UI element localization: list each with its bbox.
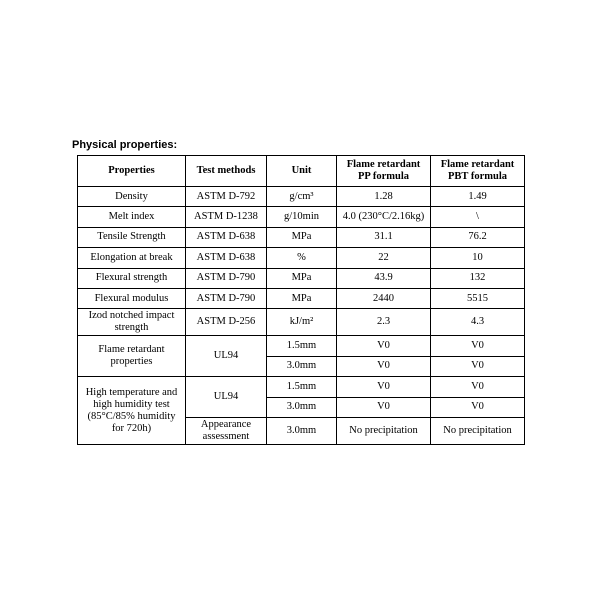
pbt-value-cell: 5515 — [431, 288, 525, 308]
method-cell: ASTM D-792 — [186, 187, 267, 207]
table-row — [78, 187, 525, 207]
pp-value-cell: 43.9 — [337, 268, 431, 288]
flame-property-cell: Flame retardant properties — [78, 336, 186, 377]
unit-cell: % — [267, 248, 337, 268]
method-cell: ASTM D-638 — [186, 227, 267, 247]
unit-cell: MPa — [267, 227, 337, 247]
header-pbt-formula: Flame retardant PBT formula — [431, 156, 525, 187]
pbt-value-cell: 76.2 — [431, 227, 525, 247]
table-row — [78, 309, 525, 336]
pp-value-cell: V0 — [337, 356, 431, 376]
header-pp-formula: Flame retardant PP formula — [337, 156, 431, 187]
pbt-value-cell: V0 — [431, 356, 525, 376]
pp-value-cell: V0 — [337, 377, 431, 397]
property-cell: Tensile Strength — [78, 227, 186, 247]
method-cell: ASTM D-1238 — [186, 207, 267, 227]
pbt-value-cell: 10 — [431, 248, 525, 268]
property-cell: Elongation at break — [78, 248, 186, 268]
humidity-method-cell: UL94 — [186, 377, 267, 418]
header-unit: Unit — [267, 156, 337, 187]
appearance-method-cell: Appearance assessment — [186, 417, 267, 444]
unit-cell: 3.0mm — [267, 356, 337, 376]
table-row — [78, 288, 525, 308]
unit-cell: 1.5mm — [267, 336, 337, 356]
table-header-row — [78, 156, 525, 187]
pp-value-cell: 2.3 — [337, 309, 431, 336]
table-row — [78, 377, 525, 397]
unit-cell: 3.0mm — [267, 397, 337, 417]
property-cell: Melt index — [78, 207, 186, 227]
pp-value-cell: 1.28 — [337, 187, 431, 207]
unit-cell: 1.5mm — [267, 377, 337, 397]
property-cell: Density — [78, 187, 186, 207]
pbt-value-cell: 4.3 — [431, 309, 525, 336]
method-cell: ASTM D-790 — [186, 288, 267, 308]
table-row — [78, 268, 525, 288]
unit-cell: g/cm³ — [267, 187, 337, 207]
flame-method-cell: UL94 — [186, 336, 267, 377]
humidity-property-cell: High temperature and high humidity test (85°C/85% humidity for 720h) — [78, 377, 186, 445]
pp-value-cell: 2440 — [337, 288, 431, 308]
method-cell: ASTM D-790 — [186, 268, 267, 288]
pbt-value-cell: V0 — [431, 377, 525, 397]
pbt-value-cell: V0 — [431, 336, 525, 356]
unit-cell: 3.0mm — [267, 417, 337, 444]
pp-value-cell: V0 — [337, 336, 431, 356]
pp-value-cell: 22 — [337, 248, 431, 268]
pp-value-cell: V0 — [337, 397, 431, 417]
unit-cell: MPa — [267, 268, 337, 288]
method-cell: ASTM D-638 — [186, 248, 267, 268]
pbt-value-cell: 132 — [431, 268, 525, 288]
section-heading: Physical properties: — [72, 139, 178, 151]
header-test-methods: Test methods — [186, 156, 267, 187]
method-cell: ASTM D-256 — [186, 309, 267, 336]
properties-table — [77, 155, 525, 445]
property-cell: Izod notched impact strength — [78, 309, 186, 336]
pp-value-cell: No precipitation — [337, 417, 431, 444]
unit-cell: kJ/m² — [267, 309, 337, 336]
pp-value-cell: 31.1 — [337, 227, 431, 247]
header-properties: Properties — [78, 156, 186, 187]
unit-cell: g/10min — [267, 207, 337, 227]
unit-cell: MPa — [267, 288, 337, 308]
pbt-value-cell: \ — [431, 207, 525, 227]
pbt-value-cell: 1.49 — [431, 187, 525, 207]
table-row — [78, 336, 525, 356]
pp-value-cell: 4.0 (230°C/2.16kg) — [337, 207, 431, 227]
table-row — [78, 207, 525, 227]
pbt-value-cell: No precipitation — [431, 417, 525, 444]
property-cell: Flexural strength — [78, 268, 186, 288]
pbt-value-cell: V0 — [431, 397, 525, 417]
property-cell: Flexural modulus — [78, 288, 186, 308]
table-row — [78, 248, 525, 268]
table-row — [78, 227, 525, 247]
